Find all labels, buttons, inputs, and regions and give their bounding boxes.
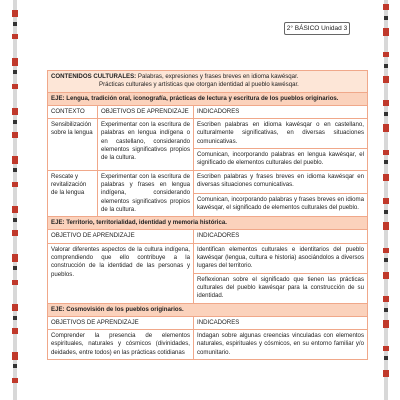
indicator-cell: Identifican elementos culturales e identitarios del pueblo kawésqar (lengua, cultura e historia) asociándolos a diversos lugares del territorio. [194,243,368,273]
indicator-cell: Escriben palabras y frases breves en idioma kawésqar en diversas situaciones comunicativas. [194,170,368,193]
column-header-objective: OBJETIVO DE APRENDIZAJE [48,230,194,243]
eje-2-title: EJE: Territorio, territorialidad, identidad y memoria histórica. [48,217,368,230]
context-cell: Rescate y revitalización de la lengua [48,170,98,216]
column-header-indicators: INDICADORES [194,316,368,329]
right-decorative-ribbon [381,0,391,400]
indicator-cell: Reflexionan sobre el significado que tienen las prácticas culturales del pueblo kawésqar para la construcción de su identidad. [194,273,368,303]
objective-cell: Valorar diferentes aspectos de la cultura indígena, comprendiendo que ello contribuye a la construcción de la identidad de las personas y pueblos. [48,243,194,303]
indicator-cell: Comunican, incorporando palabras en lengua kawésqar, el significado de elementos culturales del pueblo. [194,149,368,171]
objective-cell: Experimentar con la escritura de palabras en lengua indígena o en castellano, considerando elementos significativos propios de la cultura. [98,119,194,170]
column-header-context: CONTEXTO [48,105,98,118]
curriculum-table [47,70,368,360]
cultural-content-1: Palabras, expresiones y frases breves en idioma kawésqar. [137,73,299,80]
table-row [48,243,368,273]
eje-3-title: EJE: Cosmovisión de los pueblos originarios. [48,303,368,316]
context-cell: Sensibilización sobre la lengua [48,119,98,170]
column-header-objectives: OBJETIVOS DE APRENDIZAJE [98,105,194,118]
column-header-indicators: INDICADORES [194,230,368,243]
grade-unit-label: 2° BÁSICO Unidad 3 [284,22,350,35]
table-row [48,330,368,360]
objective-cell: Comprender la presencia de elementos espirituales, naturales y cósmicos (divinidades, deidades, entre todos) en las prácticas cotidianas [48,330,194,360]
cultural-content-2: Prácticas culturales y artísticas que otorgan identidad al pueblo kawésqar. [99,81,299,89]
column-header-indicators: INDICADORES [194,105,368,118]
objective-cell: Experimentar con la escritura de palabras y frases en lengua indígena, considerando elementos significativos propios de la cultura. [98,170,194,216]
curriculum-document [47,70,368,400]
table-row [48,170,368,193]
cultural-contents-label: CONTENIDOS CULTURALES: [51,73,137,80]
left-decorative-ribbon [10,0,20,400]
table-row [48,119,368,149]
column-header-objectives: OBJETIVOS DE APRENDIZAJE [48,316,194,329]
cultural-contents-box [48,71,368,93]
indicator-cell: Comunican, incorporando palabras y frases breves en idioma kawésqar, el significado de elementos culturales del pueblo. [194,193,368,216]
eje-1-title: EJE: Lengua, tradición oral, iconografía, prácticas de lectura y escritura de los pueblos originarios. [48,92,368,105]
indicator-cell: Indagan sobre algunas creencias vinculadas con elementos naturales, espirituales y cósmicos, en su entorno familiar y/o comunitario. [194,330,368,360]
indicator-cell: Escriben palabras en idioma kawésqar o en castellano, culturalmente significativas, en diversas situaciones comunicativas. [194,119,368,149]
